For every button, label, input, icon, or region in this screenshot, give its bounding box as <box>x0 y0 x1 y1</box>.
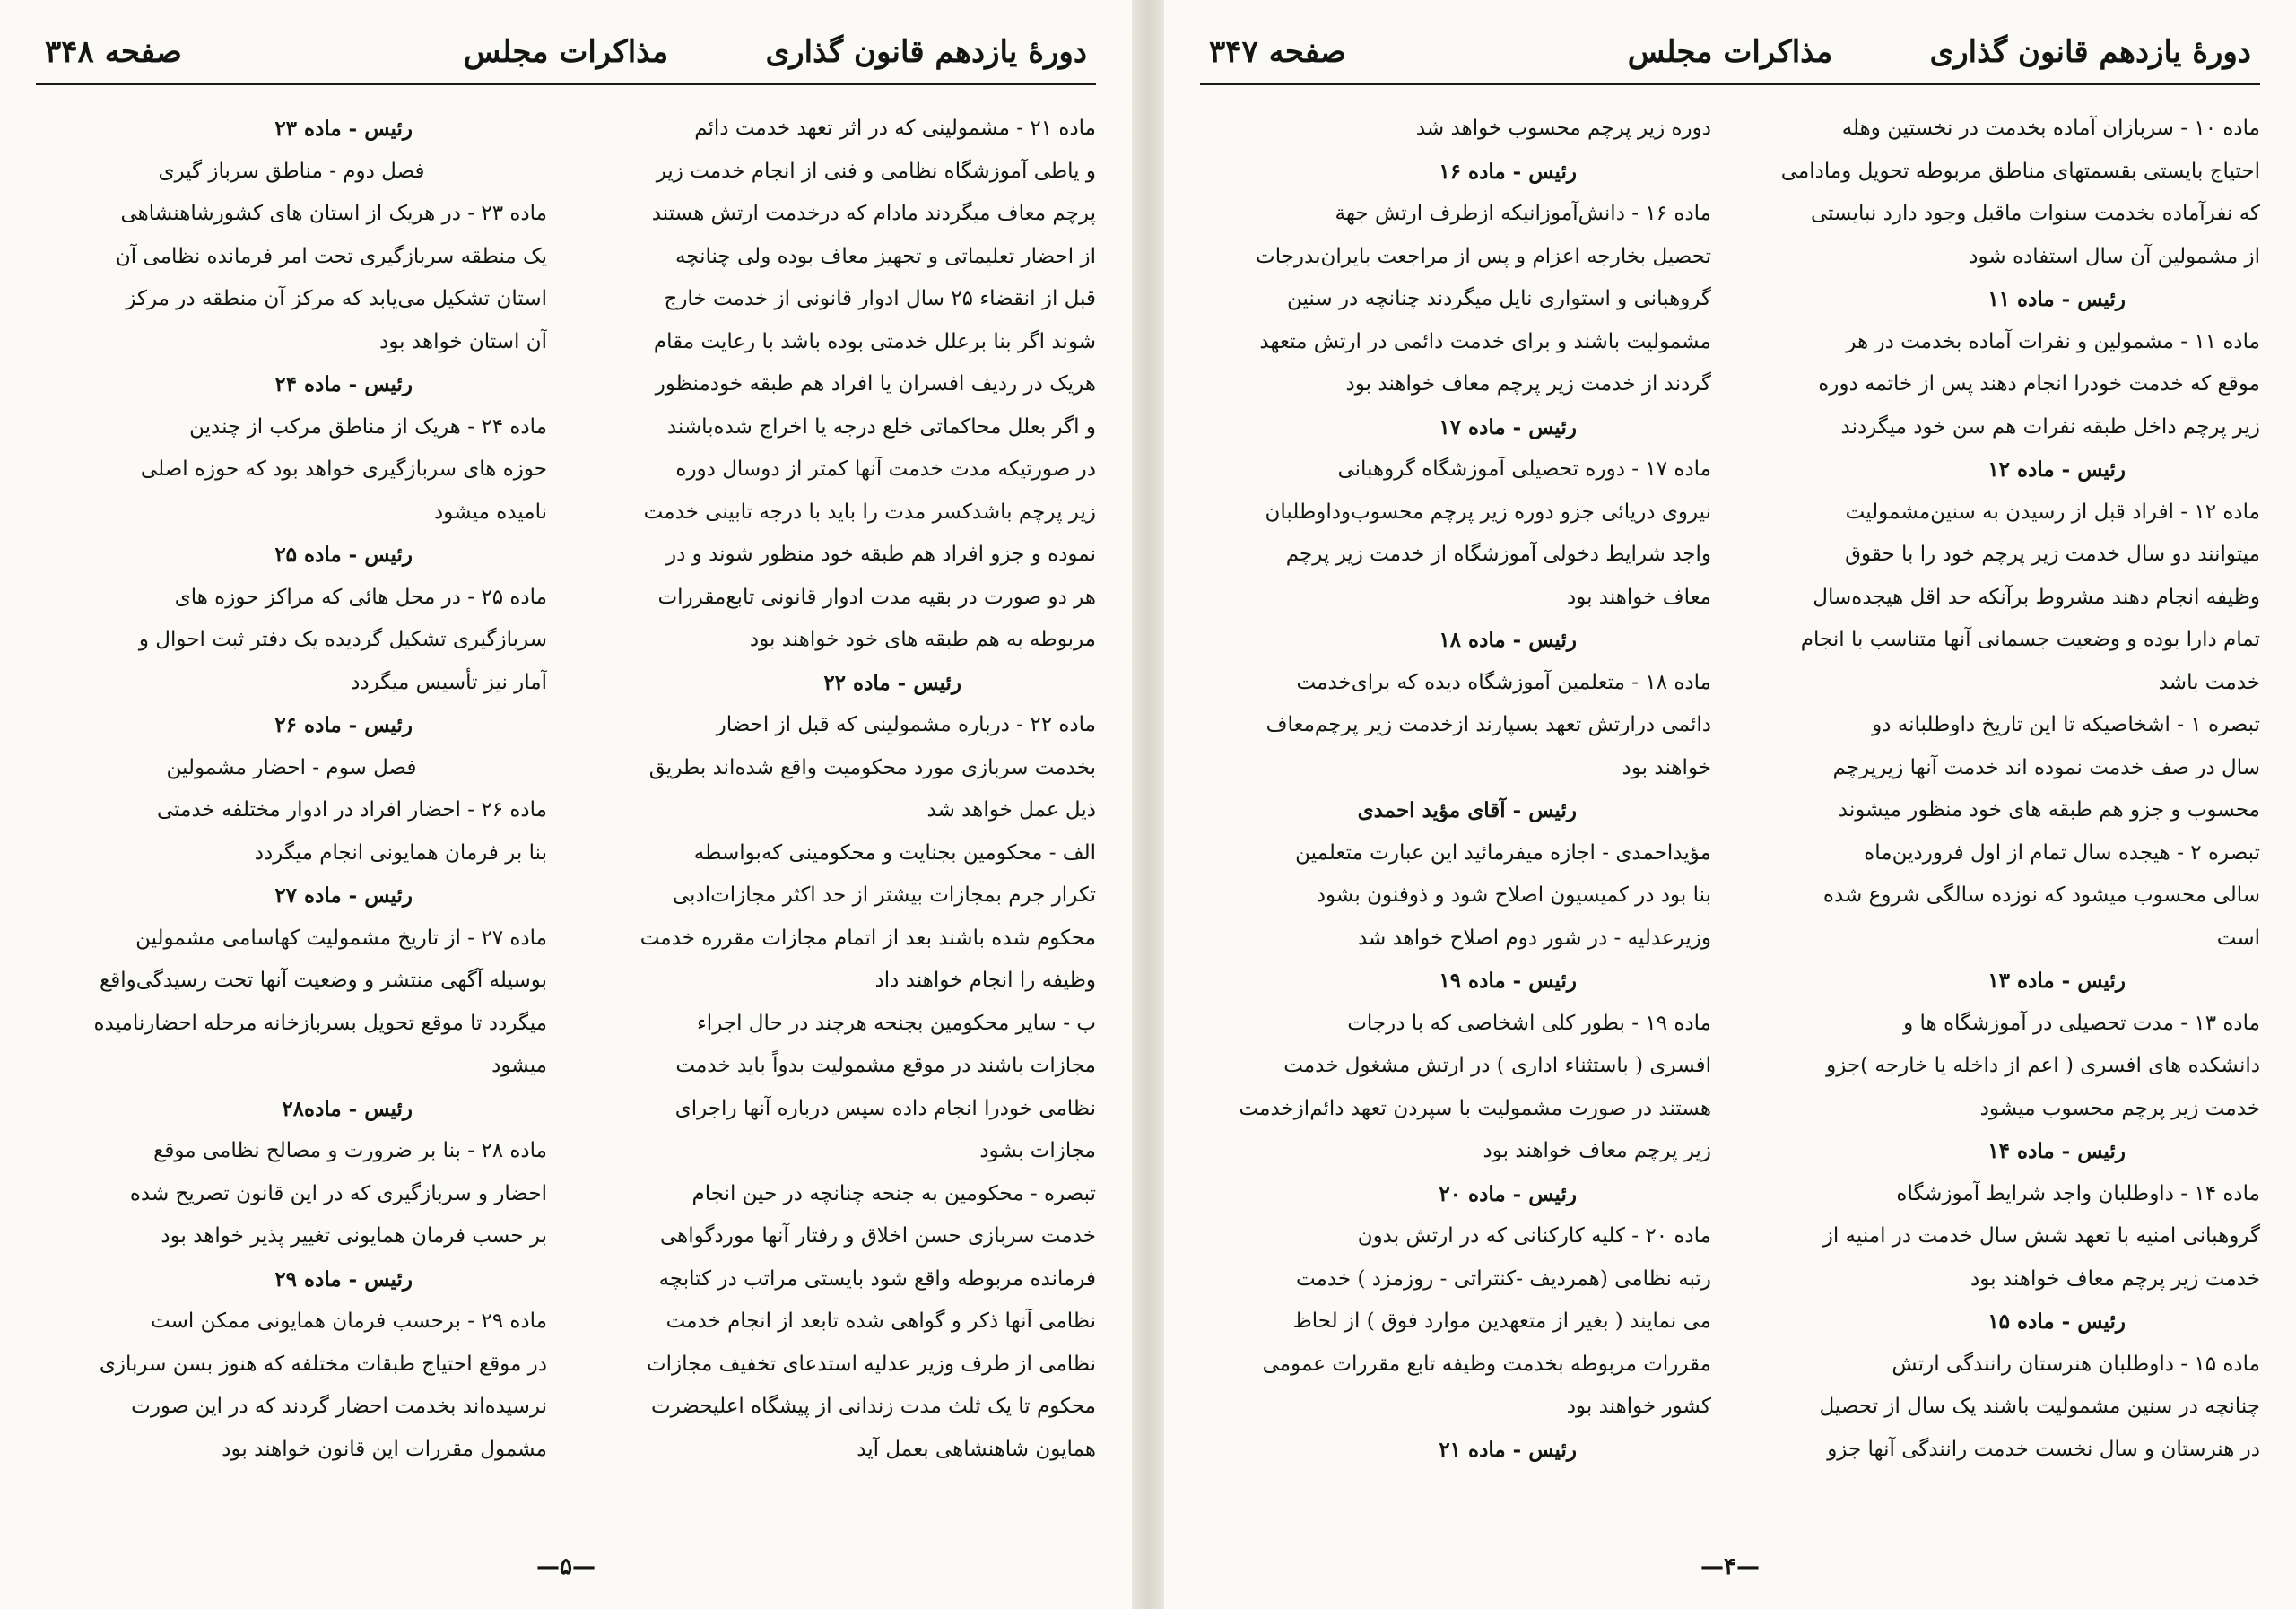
text-line: آن استان خواهد بود <box>379 329 547 353</box>
text-line: هریک در ردیف افسران یا افراد هم طبقه خودمنظور <box>655 372 1096 396</box>
text-line: می نمایند ( بغیر از متعهدین موارد فوق ) از لحاظ <box>1292 1309 1711 1333</box>
text-line: خدمت زیر پرچم محسوب میشود <box>1979 1096 2260 1120</box>
text-line: در صورتیکه مدت خدمت آنها کمتر از دوسال دوره <box>675 457 1096 481</box>
text-line: قبل از انقضاء ۲۵ سال ادوار قانونی از خدمت خارج <box>664 287 1096 310</box>
text-line: ماده ۱۱ - مشمولین و نفرات آماده بخدمت در هر <box>1846 329 2260 353</box>
text-line: پرچم معاف میگردند مادام که درخدمت ارتش هستند <box>651 202 1096 225</box>
text-line: ماده ۲۹ - برحسب فرمان همایونی ممکن است <box>151 1309 547 1333</box>
text-line: زیر پرچم داخل طبقه نفرات هم سن خود میگردند <box>1840 414 2260 439</box>
text-line: گردند از خدمت زیر پرچم معاف خواهند بود <box>1345 372 1711 396</box>
text-line: همایون شاهنشاهی بعمل آید <box>857 1437 1096 1461</box>
text-line: ماده ۲۷ - از تاریخ مشمولیت کهاسامی مشمولین <box>135 926 547 950</box>
text-line: ماده ۱۳ - مدت تحصیلی در آموزشگاه ها و <box>1903 1011 2260 1035</box>
text-line: زیر پرچم معاف خواهند بود <box>1483 1139 1711 1162</box>
text-line: رئیس - ماده ۱۲ <box>1987 457 2126 482</box>
proceedings-title: مذاکرات مجلس <box>1627 34 1833 70</box>
text-line: میتوانند دو سال خدمت زیر پرچم خود را با حقوق <box>1845 543 2260 566</box>
text-line: رتبه نظامی (همردیف -کنتراتی - روزمزد ) خدمت <box>1295 1266 1711 1291</box>
text-line: ماده ۱۷ - دوره تحصیلی آموزشگاه گروهبانی <box>1337 457 1711 481</box>
text-line: مشمول مقررات این قانون خواهند بود <box>222 1437 547 1461</box>
text-line: ماده ۱۴ - داوطلبان واجد شرایط آموزشگاه <box>1896 1181 2260 1205</box>
parliament-period: دورهٔ یازدهم قانون گذاری <box>1929 34 2251 70</box>
text-line: ماده ۲۲ - درباره مشمولینی که قبل از احضار <box>716 713 1096 736</box>
text-line: که نفرآماده بخدمت سنوات ماقبل وجود دارد نبایستی <box>1810 202 2260 225</box>
text-line: نیروی دریائی جزو دوره زیر پرچم محسوب‌وداوطلبان <box>1265 500 1711 524</box>
text-line: خدمت زیر پرچم معاف خواهند بود <box>1970 1266 2260 1291</box>
text-line: ماده ۲۳ - در هریک از استان های کشورشاهنشاهی <box>120 202 547 225</box>
text-line: و یاطی آموزشگاه نظامی و فنی از انجام خدمت زیر <box>656 159 1096 183</box>
page-footer-number: —۵— <box>536 1553 596 1580</box>
text-line: دائمی درارتش تعهد بسپارند ازخدمت زیر پرچم‌معاف <box>1265 713 1711 736</box>
book-gutter <box>1132 0 1164 1609</box>
text-line: بوسیله آگهی منتشر و وضعیت آنها تحت رسیدگی‌واقع <box>100 969 547 992</box>
text-line: محسوب و جزو هم طبقه های خود منظور میشوند <box>1838 798 2260 822</box>
page-footer-number: —۴— <box>1700 1553 1760 1580</box>
text-line: ماده ۱۶ - دانش‌آموزانیکه ازطرف ارتش جهة <box>1335 202 1711 225</box>
text-line: ماده ۲۸ - بنا بر ضرورت و مصالح نظامی موقع <box>153 1139 547 1162</box>
proceedings-title: مذاکرات مجلس <box>463 34 669 70</box>
text-line: رئیس - ماده ۱۱ <box>1987 287 2126 311</box>
text-line: کشور خواهند بود <box>1566 1395 1711 1418</box>
text-line: تبصره ۱ - اشخاصیکه تا این تاریخ داوطلبانه دو <box>1872 713 2260 736</box>
page-348 <box>0 0 1132 1609</box>
text-line: بنا بر فرمان همایونی انجام میگردد <box>254 840 547 865</box>
text-line: رئیس - ماده۲۸ <box>282 1096 413 1121</box>
text-line: رئیس - ماده ۱۹ <box>1439 969 1577 993</box>
text-line: رئیس - ماده ۱۷ <box>1439 414 1577 439</box>
text-line: است <box>2216 926 2260 950</box>
text-line: میگردد تا موقع تحویل بسربازخانه مرحله احضارنامیده <box>93 1011 547 1035</box>
text-line: فصل دوم - مناطق سرباز گیری <box>158 159 425 183</box>
text-line: رئیس - ماده ۱۸ <box>1439 628 1577 652</box>
text-line: رئیس - ماده ۲۴ <box>274 372 413 396</box>
text-line: محکوم تا یک ثلث مدت زندانی از پیشگاه اعلیحضرت <box>651 1395 1096 1418</box>
text-line: تبصره ۲ - هیجده سال تمام از اول فروردین‌ماه <box>1864 840 2260 865</box>
text-line: ب - سایر محکومین بجنحه هرچند در حال اجراء <box>696 1011 1096 1035</box>
text-line: ماده ۲۶ - احضار افراد در ادوار مختلفه خدمتی <box>157 798 547 822</box>
text-line: رئیس - آقای مؤید احمدی <box>1357 798 1577 822</box>
text-line: ماده ۱۲ - افراد قبل از رسیدن به سنین‌مشمولیت <box>1845 500 2260 524</box>
page-header <box>1200 18 2260 84</box>
text-column-left <box>1200 108 1711 1525</box>
text-line: سال در صف خدمت نموده اند خدمت آنها زیرپرچم <box>1832 755 2260 779</box>
text-line: ماده ۲۵ - در محل هائی که مراکز حوزه های <box>174 585 547 609</box>
text-line: رئیس - ماده ۲۰ <box>1439 1181 1577 1206</box>
text-line: هستند در صورت مشمولیت با سپردن تعهد دائم‌ازخدمت <box>1239 1096 1711 1120</box>
text-line: نموده و جزو افراد هم طبقه خود منظور شوند و در <box>665 543 1096 566</box>
text-line: دانشکده های افسری ( اعم از داخله یا خارجه )جزو <box>1826 1054 2260 1077</box>
text-line: شوند اگر بنا برعلل خدمتی بوده باشد با رعایت مقام <box>653 329 1096 353</box>
text-line: استان تشکیل می‌یابد که مرکز آن منطقه در مرکز <box>126 287 547 310</box>
text-line: ماده ۲۴ - هریک از مناطق مرکب از چندین <box>189 414 547 439</box>
text-line: حوزه های سربازگیری خواهد بود که حوزه اصلی <box>140 457 547 481</box>
text-line: نظامی خودرا انجام داده سپس درباره آنها راجرای <box>674 1096 1096 1120</box>
text-line: وظیفه انجام دهند مشروط برآنکه حد اقل هیجده‌سال <box>1813 585 2260 609</box>
text-line: تکرار جرم بمجازات بیشتر از حد اکثر مجازات‌ادبی <box>672 883 1096 907</box>
text-line: ماده ۱۹ - بطور کلی اشخاصی که با درجات <box>1347 1011 1711 1035</box>
text-line: رئیس - ماده ۱۵ <box>1987 1309 2126 1334</box>
text-line: سربازگیری تشکیل گردیده یک دفتر ثبت احوال و <box>138 628 547 651</box>
text-column-right <box>585 108 1096 1525</box>
text-line: میشود <box>491 1054 547 1077</box>
text-line: تمام دارا بوده و وضعیت جسمانی آنها متناسب با انجام <box>1800 628 2260 651</box>
text-line: در هنرستان و سال نخست خدمت رانندگی آنها جزو <box>1827 1437 2260 1461</box>
text-line: گروهبانی امنیه با تعهد شش سال خدمت در امنیه از <box>1822 1224 2260 1248</box>
text-line: رئیس - ماده ۱۶ <box>1439 159 1577 184</box>
text-line: رئیس - ماده ۲۲ <box>823 670 961 695</box>
text-line: ماده ۱۸ - متعلمین آموزشگاه دیده که برای‌خدمت <box>1296 670 1711 694</box>
text-column-left <box>36 108 547 1525</box>
text-line: مربوطه به هم طبقه های خود خواهند بود <box>749 628 1096 651</box>
text-line: ماده ۱۵ - داوطلبان هنرستان رانندگی ارتش <box>1892 1352 2260 1376</box>
page-header <box>36 18 1096 84</box>
text-line: ماده ۱۰ - سربازان آماده بخدمت در نخستین وهله <box>1841 117 2260 140</box>
text-line: نظامی از طرف وزیر عدلیه استدعای تخفیف مجازات <box>646 1352 1096 1376</box>
text-line: نظامی آنها ذکر و گواهی شده تابعد از انجام خدمت <box>665 1309 1096 1333</box>
text-line: نامیده میشود <box>433 500 547 524</box>
page-number: صفحه ۳۴۷ <box>1209 34 1346 70</box>
text-line: و اگر بعلل محاکماتی خلع درجه یا اخراج شده‌باشند <box>666 414 1096 439</box>
text-line: رئیس - ماده ۲۷ <box>274 883 413 908</box>
text-line: بر حسب فرمان همایونی تغییر پذیر خواهد بود <box>161 1224 547 1248</box>
text-line: خدمت باشد <box>2158 670 2260 694</box>
page-number: صفحه ۳۴۸ <box>45 34 182 70</box>
text-line: از مشمولین آن سال استفاده شود <box>1969 244 2260 268</box>
header-rule <box>1200 83 2260 85</box>
text-line: وظیفه را انجام خواهند داد <box>874 969 1096 992</box>
text-line: مجازات بشود <box>979 1139 1096 1162</box>
text-line: نرسیده‌اند بخدمت احضار گردند که در این صورت <box>131 1395 547 1418</box>
text-line: محکوم شده باشند بعد از اتمام مجازات مقرره خدمت <box>639 926 1096 950</box>
text-line: دوره زیر پرچم محسوب خواهد شد <box>1415 117 1711 140</box>
text-column-right <box>1749 108 2260 1525</box>
text-line: مشمولیت باشند و برای خدمت دائمی در ارتش متعهد <box>1259 329 1711 353</box>
text-line: رئیس - ماده ۱۴ <box>1987 1139 2126 1163</box>
text-line: رئیس - ماده ۲۱ <box>1439 1437 1577 1462</box>
text-line: رئیس - ماده ۲۵ <box>274 543 413 567</box>
page-347 <box>1164 0 2296 1609</box>
text-line: از احضار تعلیماتی و تجهیز معاف بوده ولی چنانچه <box>674 244 1096 268</box>
text-line: هر دو صورت در بقیه مدت ادوار قانونی تابع‌مقررات <box>657 585 1096 609</box>
text-line: معاف خواهند بود <box>1566 585 1711 609</box>
text-line: مؤیداحمدی - اجازه میفرمائید این عبارت متعلمین <box>1295 840 1711 865</box>
header-rule <box>36 83 1096 85</box>
text-line: در موقع احتیاج طبقات مختلفه که هنوز بسن سربازی <box>99 1352 547 1376</box>
text-line: تحصیل بخارجه اعزام و پس از مراجعت بایران‌بدرجات <box>1256 244 1711 268</box>
text-line: رئیس - ماده ۲۶ <box>274 713 413 737</box>
text-line: رئیس - ماده ۱۳ <box>1987 969 2126 993</box>
text-line: خواهند بود <box>1622 755 1711 779</box>
text-line: فرمانده مربوطه واقع شود بایستی مراتب در کتابچه <box>658 1266 1096 1291</box>
text-line: سالی محسوب میشود که نوزده سالگی شروع شده <box>1822 883 2260 907</box>
text-line: تبصره - محکومین به جنحه چنانچه در حین انجام <box>691 1181 1096 1205</box>
text-line: ذیل عمل خواهد شد <box>926 798 1096 822</box>
text-line: رئیس - ماده ۲۳ <box>274 117 413 141</box>
text-line: الف - محکومین بجنایت و محکومینی که‌بواسطه <box>693 840 1096 865</box>
text-line: خدمت سربازی حسن اخلاق و رفتار آنها موردگواهی <box>659 1224 1096 1248</box>
text-line: احتیاج بایستی بقسمتهای مناطق مربوطه تحویل ومادامی <box>1780 159 2260 183</box>
text-line: وزیرعدلیه - در شور دوم اصلاح خواهد شد <box>1357 926 1711 950</box>
text-line: احضار و سربازگیری که در این قانون تصریح شده <box>129 1181 547 1205</box>
text-line: گروهبانی و استواری نایل میگردند چنانچه در سنین <box>1286 287 1711 310</box>
text-line: زیر پرچم باشدکسر مدت را باید با درجه تابینی خدمت <box>643 500 1096 524</box>
parliament-period: دورهٔ یازدهم قانون گذاری <box>765 34 1087 70</box>
text-line: ماده ۲۱ - مشمولینی که در اثر تعهد خدمت دائم <box>694 117 1096 140</box>
text-line: بنا بود در کمیسیون اصلاح شود و ذوفنون بشود <box>1316 883 1711 907</box>
text-line: مقررات مربوطه بخدمت وظیفه تابع مقررات عمومی <box>1262 1352 1711 1376</box>
text-line: موقع که خدمت خودرا انجام دهند پس از خاتمه دوره <box>1818 372 2260 396</box>
text-line: فصل سوم - احضار مشمولین <box>166 755 417 779</box>
text-line: افسری ( باستثناء اداری ) در ارتش مشغول خدمت <box>1283 1054 1711 1077</box>
text-line: یک منطقه سربازگیری تحت امر فرمانده نظامی آن <box>115 244 547 268</box>
text-line: مجازات باشند در موقع مشمولیت بدواً باید خدمت <box>675 1054 1096 1077</box>
text-line: چنانچه در سنین مشمولیت باشند یک سال از تحصیل <box>1819 1395 2260 1418</box>
text-line: بخدمت سربازی مورد محکومیت واقع شده‌اند بطریق <box>648 755 1096 779</box>
text-line: آمار نیز تأسیس میگردد <box>351 670 547 694</box>
text-line: رئیس - ماده ۲۹ <box>274 1266 413 1292</box>
text-line: واجد شرایط دخولی آموزشگاه از خدمت زیر پرچم <box>1285 543 1711 566</box>
text-line: ماده ۲۰ - کلیه کارکنانی که در ارتش بدون <box>1357 1224 1711 1248</box>
